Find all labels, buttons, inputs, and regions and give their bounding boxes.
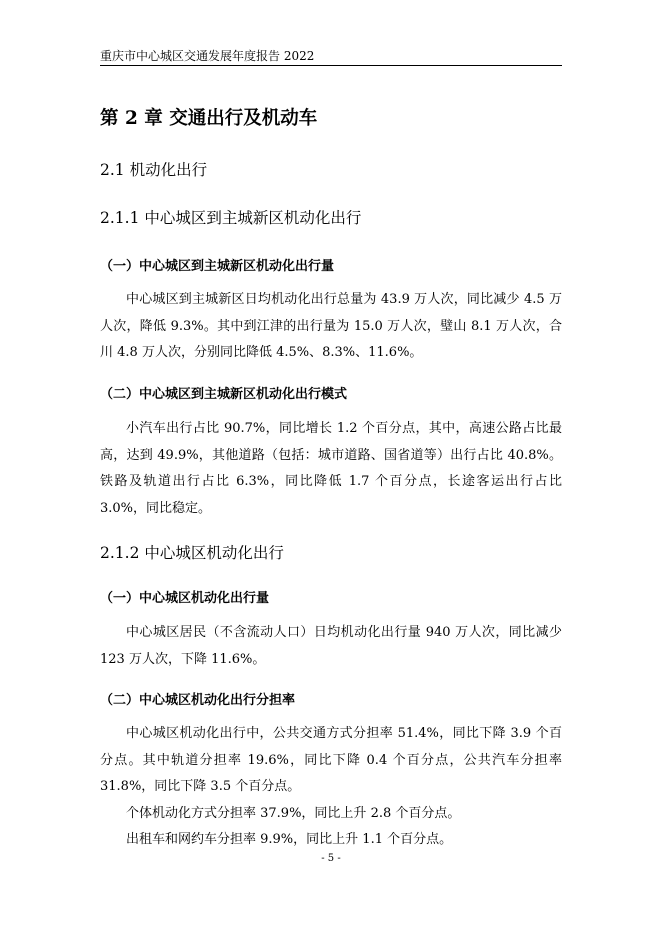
section-2-1-2-title: 2.1.2 中心城区机动化出行 (100, 544, 284, 562)
page-number: - 5 - (321, 853, 341, 864)
section-2-1-1-title: 2.1.1 中心城区到主城新区机动化出行 (100, 209, 362, 227)
section-2-1-title: 2.1 机动化出行 (100, 161, 208, 179)
paragraph: 中心城区居民（不含流动人口）日均机动化出行量 940 万人次，同比减少 123 万人次，下降 11.6%。 (100, 625, 562, 667)
paragraph: 个体机动化方式分担率 37.9%，同比上升 2.8 个百分点。 (126, 806, 461, 821)
paragraph: 出租车和网约车分担率 9.9%，同比上升 1.1 个百分点。 (126, 832, 453, 847)
subsection-title: （二）中心城区到主城新区机动化出行模式 (100, 387, 348, 402)
subsection-title: （一）中心城区机动化出行量 (100, 591, 270, 606)
paragraph: 中心城区机动化出行中，公共交通方式分担率 51.4%，同比下降 3.9 个百分点。其中轨道分担率 19.6%，同比下降 0.4 个百分点，公共汽车分担率 31.8%，同比下降 3.5 个百分点。 (100, 726, 562, 794)
paragraph: 中心城区到主城新区日均机动化出行总量为 43.9 万人次，同比减少 4.5 万人次，降低 9.3%。其中到江津的出行量为 15.0 万人次，璧山 8.1 万人次，合川 4.8 万人次，分别同比降低 4.5%、8.3%、11.6%。 (100, 292, 562, 360)
chapter-title: 第 2 章 交通出行及机动车 (100, 108, 318, 129)
running-header: 重庆市中心城区交通发展年度报告 2022 (100, 49, 315, 63)
paragraph: 小汽车出行占比 90.7%，同比增长 1.2 个百分点，其中，高速公路占比最高，达到 49.9%，其他道路（包括：城市道路、国省道等）出行占比 40.8%。铁路及轨道出行占比 6.3%，同比降低 1.7 个百分点，长途客运出行占比 3.0%，同比稳定。 (100, 421, 562, 516)
subsection-title: （一）中心城区到主城新区机动化出行量 (100, 259, 335, 274)
header-rule (100, 65, 562, 66)
subsection-title: （二）中心城区机动化出行分担率 (100, 693, 296, 708)
